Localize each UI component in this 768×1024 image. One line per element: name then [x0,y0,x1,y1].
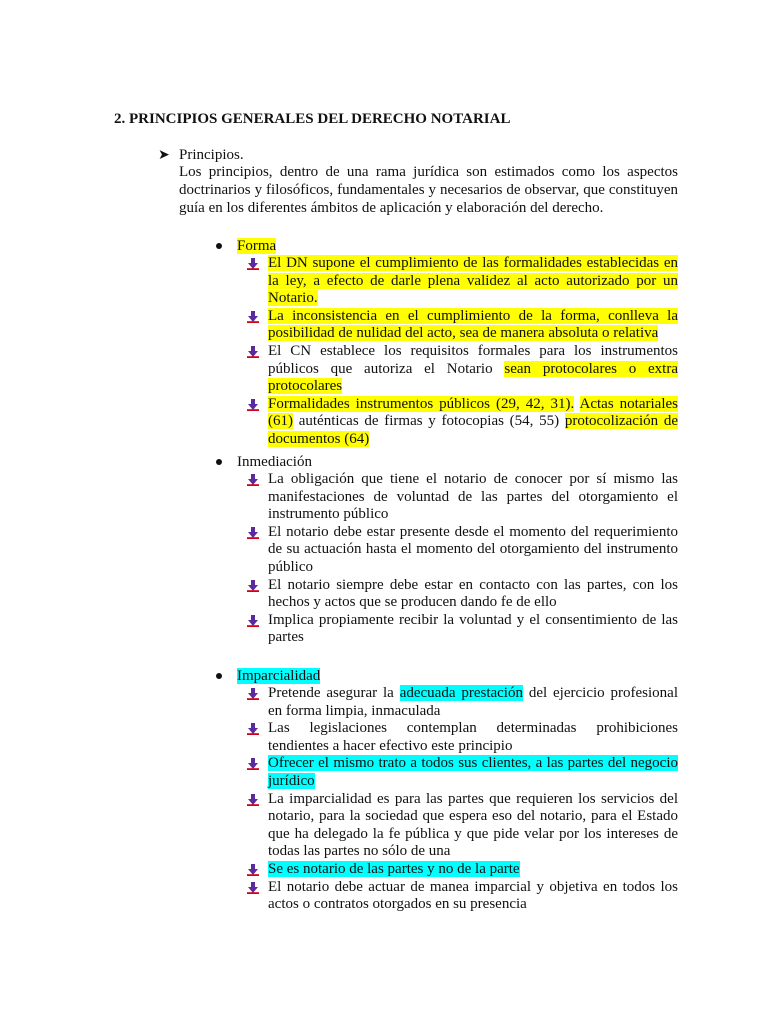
sub-item-text [574,396,579,412]
sub-item-text: La obligación que tiene el notario de conocer por sí mismo las manifestaciones de voluntad de las partes del otorgamiento el instrumento público [268,471,678,523]
down-arrow-plus-bullet-icon [247,346,259,358]
round-bullet-icon [216,673,222,679]
sub-item-text: El notario debe actuar de manea imparcial y objetiva en todos los actos o contratos otorgados en su presencia [268,878,678,913]
sub-list [212,471,678,647]
principios-title: Principios. [179,147,244,163]
sub-item-text: La inconsistencia en el cumplimiento de la forma, conlleva la posibilidad de nulidad del acto, sea de manera absoluta o relativa [268,307,678,342]
sub-item [212,255,678,308]
down-arrow-plus-bullet-icon [247,794,259,806]
section-title-label: Forma [237,238,277,254]
sub-item-text: Formalidades instrumentos públicos (29, 42, 31). [268,395,575,412]
sub-item [212,343,678,396]
down-arrow-plus-bullet-icon [247,864,259,876]
down-arrow-plus-bullet-icon [247,311,259,323]
down-arrow-plus-bullet-icon [247,758,259,770]
section-title [212,667,678,685]
round-bullet-icon [216,459,222,465]
sub-item-text: Actas notariales (61) [268,395,678,430]
sub-item [212,396,678,449]
section-title [212,453,678,471]
sub-item-text: Ofrecer el mismo trato a todos sus clientes, a las partes del negocio jurídico [268,755,678,789]
section-forma [212,237,678,449]
down-arrow-plus-bullet-icon [247,580,259,592]
down-arrow-plus-bullet-icon [247,723,259,735]
sub-item-text: Implica propiamente recibir la voluntad y el consentimiento de las partes [268,611,678,646]
sub-item [212,791,678,861]
sub-item-text: adecuada prestación [399,685,523,701]
down-arrow-plus-bullet-icon [247,882,259,894]
round-bullet-icon [216,243,222,249]
down-arrow-plus-bullet-icon [247,399,259,411]
sub-item-text: El notario debe estar presente desde el momento del requerimiento de su actuación hasta el momento del otorgamiento del instrumento público [268,523,678,575]
principios-intro: Los principios, dentro de una rama jurídica son estimados como los aspectos doctrinarios y filosóficos, fundamentales y necesarios de observar, que constituyen guía en los diferentes ámbitos de aplicación y elaboración del derecho. [179,164,678,216]
section-title-label: Imparcialidad [237,668,321,684]
arrow-bullet-icon: ➤ [158,148,170,163]
sub-item-text: El DN supone el cumplimiento de las formalidades establecidas en la ley, a efecto de darle plena validez al acto autorizado por un Notario. [268,255,678,307]
sub-item [212,577,678,612]
sub-item-text: El CN establece los requisitos formales para los instrumentos públicos que autoriza el Notario [268,342,678,377]
sub-item-text: La imparcialidad es para las partes que requieren los servicios del notario, para la sociedad que espera eso del notario, para el Estado que ha delegado la fe pública y que pide velar por los intereses de todas las partes no sólo de una [268,790,678,860]
section-heading: 2. PRINCIPIOS GENERALES DEL DERECHO NOTARIAL [114,111,511,127]
sub-item [212,720,678,755]
sub-item [212,879,678,914]
sub-item-text: auténticas de firmas y fotocopias (54, 55) [293,413,565,430]
sub-item-text: sean protocolares o extra protocolares [268,360,678,395]
down-arrow-plus-bullet-icon [247,615,259,627]
sub-item-text: El notario siempre debe estar en contacto con las partes, con los hechos y actos que se producen dando fe de ello [268,576,678,611]
sub-item-text: Pretende asegurar la [268,685,400,701]
sub-item [212,612,678,647]
sub-list [212,685,678,914]
section-title [212,237,678,255]
sub-item-text: del ejercicio profesional en forma limpia, inmaculada [268,685,678,719]
sub-item-text: protocolización de documentos (64) [268,413,678,447]
sub-item [212,755,678,790]
sub-item [212,308,678,343]
sub-item [212,524,678,577]
sub-item [212,685,678,720]
sub-list [212,255,678,449]
sub-item [212,861,678,879]
sub-item-text: Se es notario de las partes y no de la parte [268,860,520,877]
section-imparcialidad [212,667,678,914]
section-title-label: Inmediación [237,454,312,470]
down-arrow-plus-bullet-icon [247,688,259,700]
sub-item [212,471,678,524]
sub-item-text: Las legislaciones contemplan determinadas prohibiciones tendientes a hacer efectivo este principio [268,720,678,754]
down-arrow-plus-bullet-icon [247,258,259,270]
section-inmediacion [212,453,678,647]
down-arrow-plus-bullet-icon [247,527,259,539]
down-arrow-plus-bullet-icon [247,474,259,486]
